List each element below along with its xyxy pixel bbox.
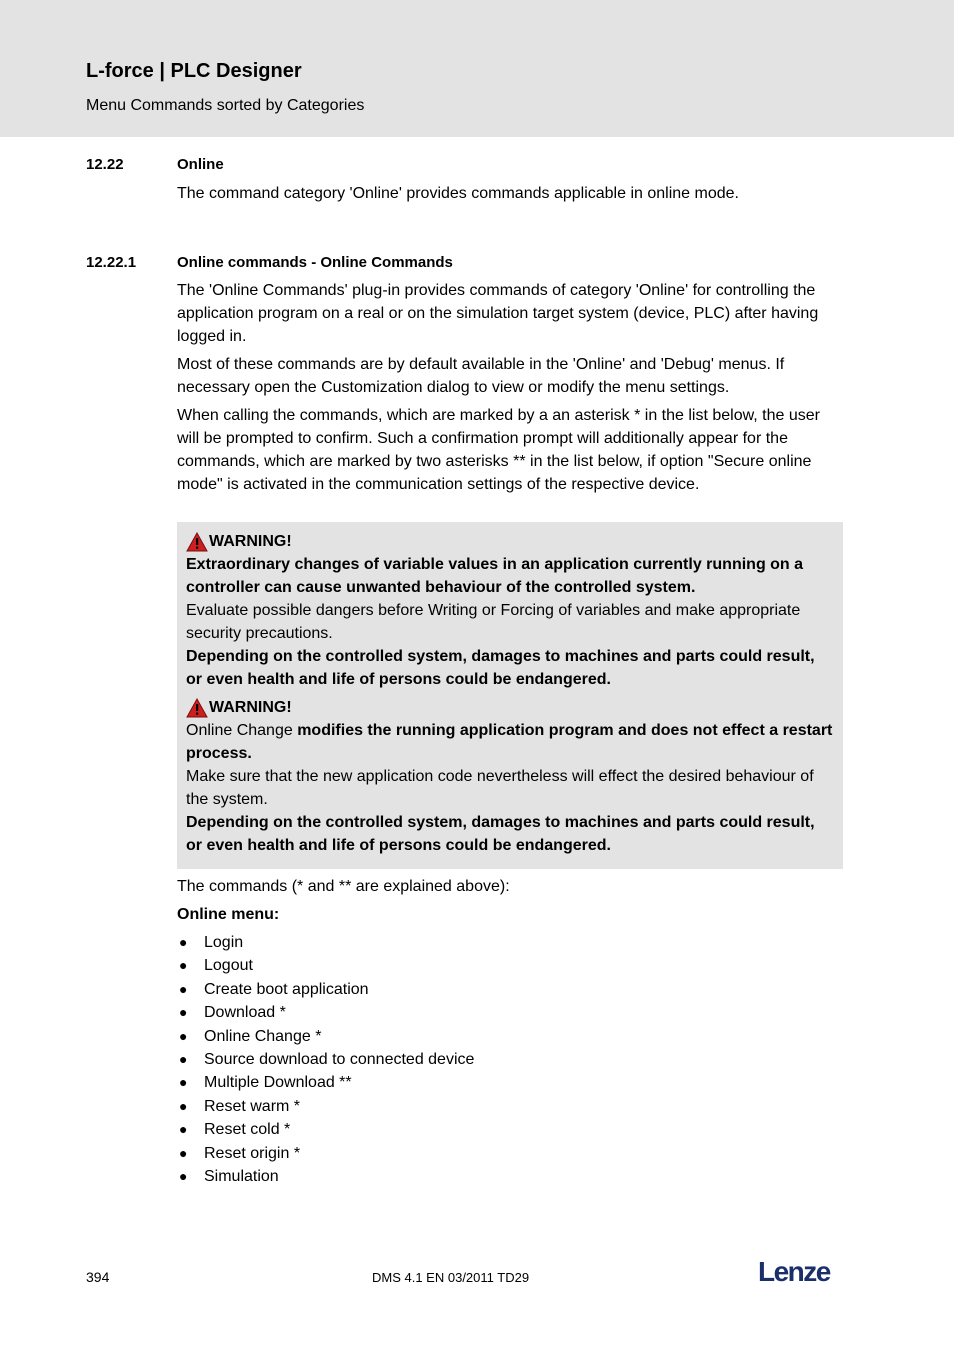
list-item <box>177 931 843 954</box>
list-item <box>177 1071 843 1094</box>
warning-triangle-icon <box>186 698 208 718</box>
document-reference: DMS 4.1 EN 03/2011 TD29 <box>372 1270 530 1285</box>
section-number: 12.22 <box>86 156 124 173</box>
commands-intro: The commands (* and ** are explained above): <box>177 878 510 895</box>
warning-text: Evaluate possible dangers before Writing or Forcing of variables and make appropriate security precautions. <box>186 602 801 642</box>
list-item-label: Online Change * <box>204 1027 322 1045</box>
warning-box <box>177 522 843 869</box>
paragraph: The 'Online Commands' plug-in provides commands of category 'Online' for controlling the application program on a real or on the simulation target system (device, PLC) after having logged in. <box>177 282 819 345</box>
warning-bold-lead: modifies the running application program and does not effect a restart process. <box>186 722 833 762</box>
list-item-label: Download * <box>204 1004 286 1022</box>
lenze-logo <box>758 1254 838 1288</box>
online-menu-list <box>177 931 843 1188</box>
warning-triangle-icon <box>186 532 208 552</box>
list-item-label: Create boot application <box>204 980 369 998</box>
warning-plain-lead: Online Change <box>186 722 293 739</box>
list-item-label: Reset origin * <box>204 1144 301 1162</box>
list-item-label: Login <box>204 934 244 951</box>
list-item-label: Simulation <box>204 1167 279 1185</box>
bullet-icon: ● <box>179 1050 188 1067</box>
bullet-icon: ● <box>179 1004 188 1021</box>
list-item-label: Multiple Download ** <box>204 1074 352 1092</box>
bullet-icon: ● <box>179 934 188 950</box>
list-item <box>177 1025 843 1048</box>
online-menu-heading: Online menu: <box>177 906 280 923</box>
bullet-icon: ● <box>179 1074 188 1091</box>
list-item-label: Reset warm * <box>204 1097 301 1115</box>
bullet-icon: ● <box>179 957 188 974</box>
bullet-icon: ● <box>179 1121 188 1138</box>
warning-text: Make sure that the new application code nevertheless will effect the desired behaviour of the system. <box>186 768 814 808</box>
paragraph: When calling the commands, which are marked by a an asterisk * in the list below, the user will be prompted to confirm. Such a confirmation prompt will additionally appear for the commands, which are marked by two asterisks ** in the list below, if option "Secure online mode" is activated in the communication settings of the respective device. <box>177 407 820 493</box>
bullet-icon: ● <box>179 1144 188 1161</box>
list-item <box>177 954 843 977</box>
page-header <box>0 0 954 137</box>
list-item <box>177 1142 843 1165</box>
warning-label: WARNING! <box>209 699 292 716</box>
list-item-label: Logout <box>204 957 253 975</box>
bullet-icon: ● <box>179 1167 188 1184</box>
subsection-body <box>177 279 843 501</box>
list-item <box>177 1001 843 1024</box>
warning-heading <box>186 530 834 553</box>
page-number: 394 <box>86 1269 110 1285</box>
paragraph: Most of these commands are by default available in the 'Online' and 'Debug' menus. If necessary open the Customization dialog to view or modify the menu settings. <box>177 356 785 396</box>
document-subtitle: Menu Commands sorted by Categories <box>86 97 365 114</box>
list-item <box>177 1095 843 1118</box>
warning-lead <box>186 719 834 765</box>
list-item-label: Reset cold * <box>204 1121 291 1139</box>
section-intro-text: The command category 'Online' provides commands applicable in online mode. <box>177 185 739 202</box>
list-item <box>177 1118 843 1141</box>
bullet-icon: ● <box>179 1027 188 1044</box>
warning-bold-outro: Depending on the controlled system, damages to machines and parts could result, or even health and life of persons could be endangered. <box>186 648 815 688</box>
logo-wordmark: Lenze <box>758 1256 830 1287</box>
commands-section <box>177 875 843 1188</box>
warning-bold-outro: Depending on the controlled system, damages to machines and parts could result, or even health and life of persons could be endangered. <box>186 814 815 854</box>
warning-heading <box>186 696 834 719</box>
warning-label: WARNING! <box>209 533 292 550</box>
list-item <box>177 978 843 1001</box>
list-item <box>177 1048 843 1071</box>
subsection-title: Online commands - Online Commands <box>177 254 453 271</box>
section-intro <box>177 182 843 210</box>
subsection-number: 12.22.1 <box>86 254 137 271</box>
section-title: Online <box>177 156 224 173</box>
bullet-icon: ● <box>179 980 188 997</box>
warning-bold-intro: Extraordinary changes of variable values in an application currently running on a controller can cause unwanted behaviour of the controlled system. <box>186 556 804 596</box>
list-item <box>177 1165 843 1188</box>
document-title: L-force | PLC Designer <box>86 60 302 82</box>
list-item-label: Source download to connected device <box>204 1050 475 1068</box>
bullet-icon: ● <box>179 1097 188 1114</box>
